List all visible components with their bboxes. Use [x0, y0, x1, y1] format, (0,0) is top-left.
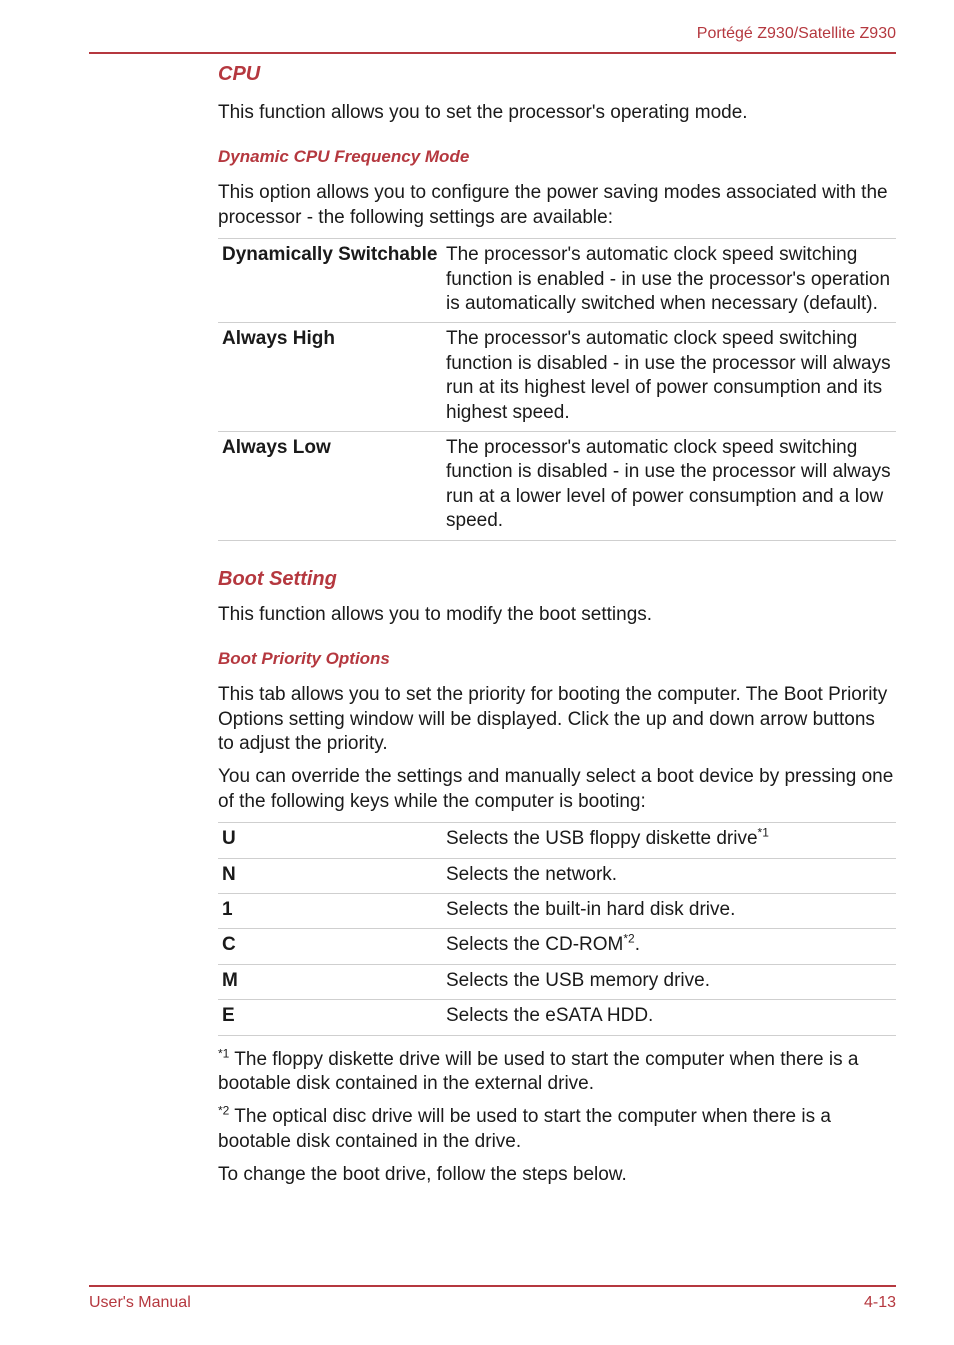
boot-key-text: Selects the eSATA HDD.	[446, 1005, 654, 1027]
boot-key-text: Selects the built-in hard disk drive.	[446, 898, 736, 920]
boot-key: M	[218, 964, 442, 999]
footnote-mark: *2	[218, 1104, 230, 1119]
boot-priority-heading: Boot Priority Options	[218, 649, 390, 669]
boot-priority-para: This tab allows you to set the priority for booting the computer. The Boot Priority Options setting window will be displayed. Click the up and down arrow buttons to adjust the priority.	[218, 684, 888, 754]
boot-key-description	[442, 929, 896, 964]
mode-name: Always Low	[218, 432, 442, 541]
table-row	[218, 239, 896, 323]
cpu-frequency-heading: Dynamic CPU Frequency Mode	[218, 147, 470, 167]
table-row	[218, 858, 896, 893]
cpu-intro: This function allows you to set the processor's operating mode.	[218, 102, 748, 123]
page-number: 4-13	[863, 1294, 896, 1311]
boot-heading: Boot Setting	[218, 567, 337, 590]
boot-key: 1	[218, 893, 442, 928]
running-header: Portégé Z930/Satellite Z930	[696, 25, 896, 42]
boot-key: E	[218, 1000, 442, 1035]
header-rule	[89, 52, 896, 54]
footer-manual-label: User's Manual	[89, 1294, 191, 1311]
boot-key-text: Selects the CD-ROM	[446, 934, 624, 956]
table-row	[218, 823, 896, 858]
boot-key: U	[218, 823, 442, 858]
mode-description: The processor's automatic clock speed switching function is enabled - in use the processor's operation is automatically switched when necessary (default).	[442, 239, 896, 323]
footer-rule	[89, 1285, 896, 1287]
closing-text: To change the boot drive, follow the steps below.	[218, 1164, 627, 1186]
footnote-mark: *1	[218, 1046, 230, 1061]
boot-key-description	[442, 893, 896, 928]
boot-key-suffix: .	[634, 934, 640, 956]
cpu-frequency-intro: This option allows you to configure the power saving modes associated with the processor - the following settings are available:	[218, 182, 888, 228]
boot-override-para: You can override the settings and manually select a boot device by pressing one of the following keys while the computer is booting:	[218, 766, 894, 812]
mode-description: The processor's automatic clock speed switching function is disabled - in use the processor will always run at its highest level of power consumption and its highest speed.	[442, 323, 896, 432]
footnote-1	[218, 1048, 896, 1097]
boot-key-description	[442, 964, 896, 999]
footnote-2	[218, 1105, 896, 1154]
boot-intro: This function allows you to modify the boot settings.	[218, 603, 653, 625]
footnote-text: The optical disc drive will be used to start the computer when there is a bootable disk contained in the drive.	[218, 1106, 831, 1152]
footnote-text: The floppy diskette drive will be used to start the computer when there is a bootable disk contained in the external drive.	[218, 1048, 859, 1094]
mode-name: Dynamically Switchable	[218, 239, 442, 323]
cpu-heading: CPU	[218, 63, 261, 85]
footnote-ref: *1	[757, 825, 769, 840]
footnote-ref: *2	[623, 932, 635, 947]
table-row	[218, 893, 896, 928]
mode-description: The processor's automatic clock speed switching function is disabled - in use the processor will always run at a lower level of power consumption and a low speed.	[442, 432, 896, 541]
boot-key-description	[442, 858, 896, 893]
table-row	[218, 323, 896, 432]
boot-key-description	[442, 1000, 896, 1035]
table-row	[218, 1000, 896, 1035]
cpu-mode-table	[218, 238, 896, 540]
boot-key: N	[218, 858, 442, 893]
boot-key-text: Selects the network.	[446, 863, 618, 885]
mode-name: Always High	[218, 323, 442, 432]
table-row	[218, 432, 896, 541]
page-content	[218, 60, 896, 1188]
table-row	[218, 929, 896, 964]
table-row	[218, 964, 896, 999]
boot-key: C	[218, 929, 442, 964]
boot-key-text: Selects the USB floppy diskette drive	[446, 828, 758, 850]
boot-key-text: Selects the USB memory drive.	[446, 969, 710, 991]
boot-key-description	[442, 823, 896, 858]
boot-keys-table	[218, 822, 896, 1035]
